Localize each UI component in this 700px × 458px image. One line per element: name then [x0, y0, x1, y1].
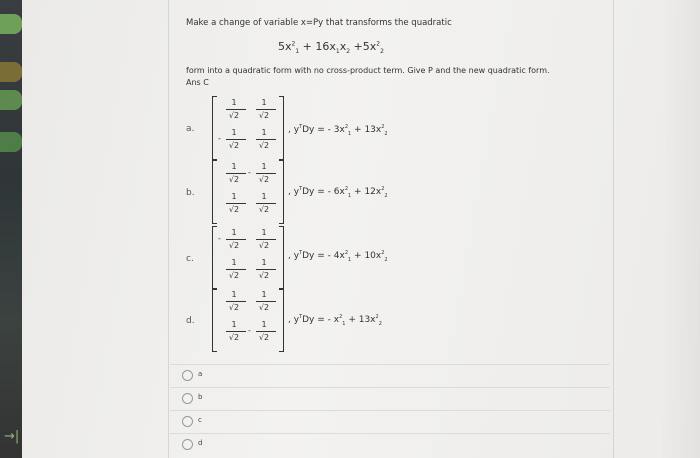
matrix-cell: 1 √2 [250, 126, 278, 156]
collapse-arrow-icon[interactable]: →| [4, 429, 20, 444]
matrix-cell: 1 √2 [220, 160, 248, 190]
option-c-matrix [212, 226, 284, 288]
option-a-equation: , $y^TDy$ = - $3x^2_1 + 13x^2_2$ [288, 124, 388, 137]
quad-t2-mid: x [339, 40, 347, 53]
answer-choices [170, 364, 610, 456]
option-d-matrix [212, 288, 284, 350]
matrix-cell: 1 √2 [250, 96, 278, 126]
matrix-cell: - 1 √2 [250, 318, 278, 348]
matrix-cell: 1 √2 [250, 288, 278, 318]
bracket-left [212, 288, 217, 352]
bracket-right [279, 226, 284, 290]
sidebar-tab-4[interactable] [0, 132, 22, 152]
radio-c[interactable] [182, 416, 193, 427]
matrix-cell: - 1 √2 [250, 160, 278, 190]
option-c-letter: c. [186, 254, 194, 264]
matrix-cell: 1 √2 [220, 96, 248, 126]
question-text-line1: Make a change of variable x=Py that transforms the quadratic [186, 18, 452, 28]
choice-label-a[interactable]: a [198, 370, 203, 378]
question-text-line2: form into a quadratic form with no cross-product term. Give P and the new quadratic form. [186, 66, 550, 75]
matrix-cell: 1 √2 [220, 256, 248, 286]
radio-a[interactable] [182, 370, 193, 381]
bracket-right [279, 96, 284, 160]
choice-label-b[interactable]: b [198, 393, 203, 401]
quad-t2-sub2: 2 [346, 48, 351, 56]
option-d-equation: , $y^TDy$ = - $x^2_1 + 13x^2_2$ [288, 314, 382, 327]
sidebar-tab-3[interactable] [0, 90, 22, 110]
option-b-equation: , $y^TDy$ = - $6x^2_1 + 12x^2_2$ [288, 186, 388, 199]
quad-t3-sup: 2 [376, 40, 381, 48]
option-c-equation: , $y^TDy$ = - $4x^2_1 + 10x^2_2$ [288, 250, 388, 263]
quad-term1: 5x [278, 40, 292, 53]
matrix-cell: 1 √2 [250, 256, 278, 286]
option-b-letter: b. [186, 188, 195, 198]
choice-row-d[interactable] [170, 433, 610, 456]
matrix-cell: 1 √2 [250, 226, 278, 256]
choice-label-d[interactable]: d [198, 439, 203, 447]
option-b-matrix [212, 160, 284, 222]
option-a-letter: a. [186, 124, 195, 134]
choice-row-c[interactable] [170, 410, 610, 433]
quad-t2-sub1: 1 [335, 48, 340, 56]
quad-t1-sub: 1 [295, 48, 300, 56]
quad-t3-sub: 2 [380, 48, 384, 56]
matrix-cell: 1 √2 [220, 318, 248, 348]
matrix-cell: 1 √2 [220, 190, 248, 220]
matrix-cell: - 1 √2 [220, 126, 248, 156]
bracket-left [212, 96, 217, 160]
choice-row-b[interactable] [170, 387, 610, 410]
quadratic-expression [278, 40, 384, 55]
answer-note: Ans C [186, 78, 209, 87]
option-d-letter: d. [186, 316, 195, 326]
sidebar-tab-1[interactable] [0, 14, 22, 34]
bracket-left [212, 226, 217, 290]
browser-sidebar [0, 0, 22, 458]
page-shade [660, 0, 700, 458]
option-a-matrix [212, 96, 284, 158]
quad-term2: + 16x [299, 40, 336, 53]
matrix-cell: 1 √2 [250, 190, 278, 220]
bracket-right [279, 160, 284, 224]
sidebar-tab-2[interactable] [0, 62, 22, 82]
choice-row-a[interactable] [170, 364, 610, 387]
radio-d[interactable] [182, 439, 193, 450]
radio-b[interactable] [182, 393, 193, 404]
bracket-right [279, 288, 284, 352]
matrix-cell: - 1 √2 [220, 226, 248, 256]
quad-t1-sup: 2 [291, 40, 296, 48]
matrix-cell: 1 √2 [220, 288, 248, 318]
choice-label-c[interactable]: c [198, 416, 202, 424]
quad-term3: +5x [350, 40, 377, 53]
bracket-left [212, 160, 217, 224]
